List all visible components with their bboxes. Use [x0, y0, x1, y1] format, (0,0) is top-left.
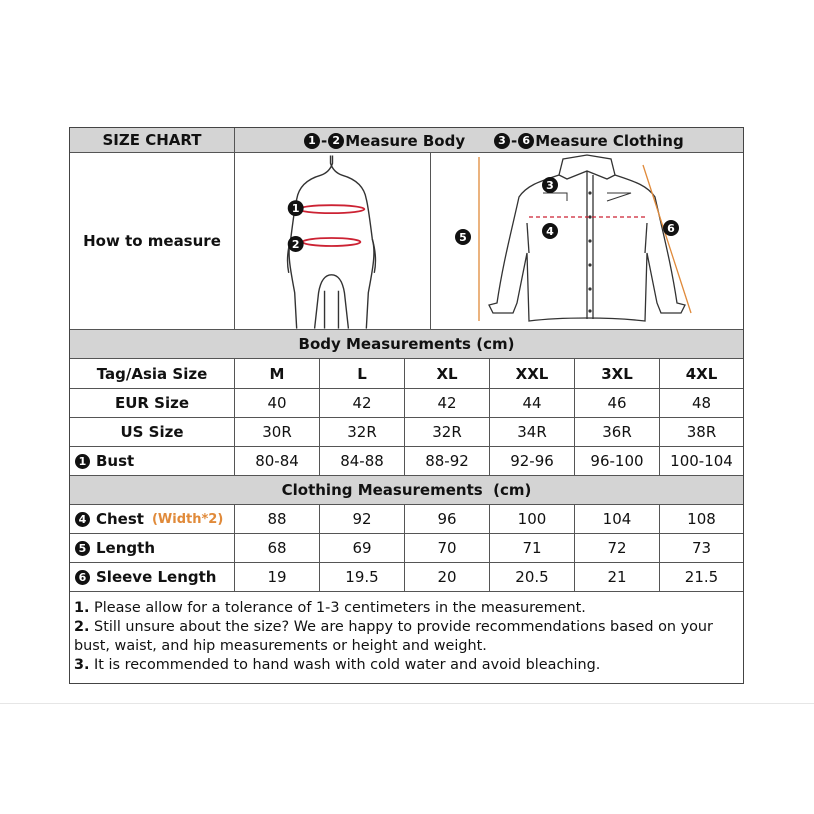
- svg-text:3: 3: [546, 179, 554, 192]
- how-to-measure-text: How to measure: [83, 232, 221, 250]
- table-cell: 96: [405, 505, 490, 533]
- bust-label: 1 Bust: [70, 447, 235, 475]
- table-cell: 96-100: [575, 447, 660, 475]
- size-chart-title: [70, 128, 235, 152]
- page-divider: [0, 703, 814, 704]
- table-cell: 88: [235, 505, 320, 533]
- size-cell: L: [320, 359, 405, 388]
- size-cell: 3XL: [575, 359, 660, 388]
- table-cell: 92-96: [490, 447, 575, 475]
- size-cell: XL: [405, 359, 490, 388]
- table-cell: 38R: [686, 423, 717, 441]
- table-cell: 108: [687, 510, 716, 528]
- table-cell: 100: [490, 505, 575, 533]
- measure-clothing-text: Measure Clothing: [535, 131, 684, 150]
- table-cell: 21: [575, 563, 660, 591]
- measure-body-text: Measure Body: [345, 131, 466, 150]
- body-figure-illustration: [235, 153, 430, 329]
- table-cell: 32R: [405, 418, 490, 446]
- sleeve-length-label: 6 Sleeve Length: [70, 563, 235, 591]
- table-row: [70, 534, 743, 563]
- table-cell: 73: [691, 539, 712, 557]
- chest-width-note: (Width*2): [151, 511, 224, 527]
- body-measurements-header: [70, 330, 743, 359]
- table-cell: 34R: [490, 418, 575, 446]
- shirt-figure-illustration: [431, 153, 743, 329]
- svg-text:5: 5: [459, 231, 467, 244]
- eur-size-label: EUR Size: [70, 389, 235, 417]
- table-cell: 48: [691, 394, 712, 412]
- table-row: [70, 505, 743, 534]
- table-cell: 72: [575, 534, 660, 562]
- clothing-measurements-title: [70, 476, 743, 504]
- svg-text:4: 4: [546, 225, 554, 238]
- table-cell: 36R: [575, 418, 660, 446]
- svg-text:2: 2: [291, 237, 300, 251]
- clothing-measurements-header: [70, 476, 743, 505]
- title-text: SIZE CHART: [102, 131, 202, 149]
- table-cell: 19: [235, 563, 320, 591]
- table-cell: 30R: [235, 418, 320, 446]
- tag-size-label: Tag/Asia Size: [70, 359, 235, 388]
- table-cell: 44: [490, 389, 575, 417]
- table-cell: 69: [320, 534, 405, 562]
- table-cell: 92: [320, 505, 405, 533]
- table-cell: 104: [575, 505, 660, 533]
- table-row: [70, 389, 743, 418]
- number-5-icon: 5: [75, 541, 90, 556]
- number-6-icon: 6: [75, 570, 90, 585]
- measure-body-label: 1 - 2 Measure Body: [303, 128, 465, 153]
- size-cell: 4XL: [685, 364, 718, 383]
- table-cell: 84-88: [320, 447, 405, 475]
- table-cell: 71: [490, 534, 575, 562]
- number-1-icon: 1: [75, 454, 90, 469]
- marker-1: 1: [304, 133, 320, 149]
- marker-6: 6: [518, 133, 534, 149]
- header-row: [70, 128, 743, 153]
- table-cell: 68: [235, 534, 320, 562]
- size-cell: M: [235, 359, 320, 388]
- svg-text:6: 6: [667, 222, 675, 235]
- table-cell: 20.5: [490, 563, 575, 591]
- note-item: 1. Please allow for a tolerance of 1-3 centimeters in the measurement.: [74, 600, 586, 616]
- note-item: 3. It is recommended to hand wash with cold water and avoid bleaching.: [74, 657, 601, 673]
- table-cell: 19.5: [320, 563, 405, 591]
- how-to-measure-label: [70, 153, 235, 329]
- table-cell: 88-92: [405, 447, 490, 475]
- table-row: [70, 447, 743, 476]
- table-row: [70, 563, 743, 592]
- us-size-label: US Size: [70, 418, 235, 446]
- marker-2: 2: [328, 133, 344, 149]
- body-measurements-title: [70, 330, 743, 358]
- body-measurements-title-text: Body Measurements (cm): [298, 335, 515, 353]
- svg-text:1: 1: [291, 202, 300, 216]
- table-cell: 42: [320, 389, 405, 417]
- marker-3: 3: [494, 133, 510, 149]
- table-cell: 46: [575, 389, 660, 417]
- table-cell: 42: [405, 389, 490, 417]
- table-cell: 70: [405, 534, 490, 562]
- notes-section: [74, 599, 742, 675]
- length-label: 5 Length: [70, 534, 235, 562]
- table-cell: 21.5: [684, 568, 719, 586]
- size-chart: [69, 127, 744, 684]
- size-cell: XXL: [490, 359, 575, 388]
- note-item: 2. Still unsure about the size? We are happy to provide recommendations based on your bust, waist, and hip measurements or height and weight.: [74, 619, 713, 654]
- table-row: [70, 359, 743, 389]
- how-to-measure-row: [70, 153, 743, 330]
- body-figure-cell: [235, 153, 431, 329]
- table-cell: 100-104: [670, 452, 733, 470]
- measure-clothing-label: 3 - 6 Measure Clothing: [493, 128, 684, 153]
- chest-label: 4 Chest (Width*2): [70, 505, 235, 533]
- shirt-figure-cell: [431, 153, 743, 329]
- number-4-icon: 4: [75, 512, 90, 527]
- table-cell: 20: [405, 563, 490, 591]
- table-cell: 80-84: [235, 447, 320, 475]
- table-row: [70, 418, 743, 447]
- table-cell: 32R: [320, 418, 405, 446]
- clothing-measurements-title-text: Clothing Measurements (cm): [281, 481, 532, 499]
- table-cell: 40: [235, 389, 320, 417]
